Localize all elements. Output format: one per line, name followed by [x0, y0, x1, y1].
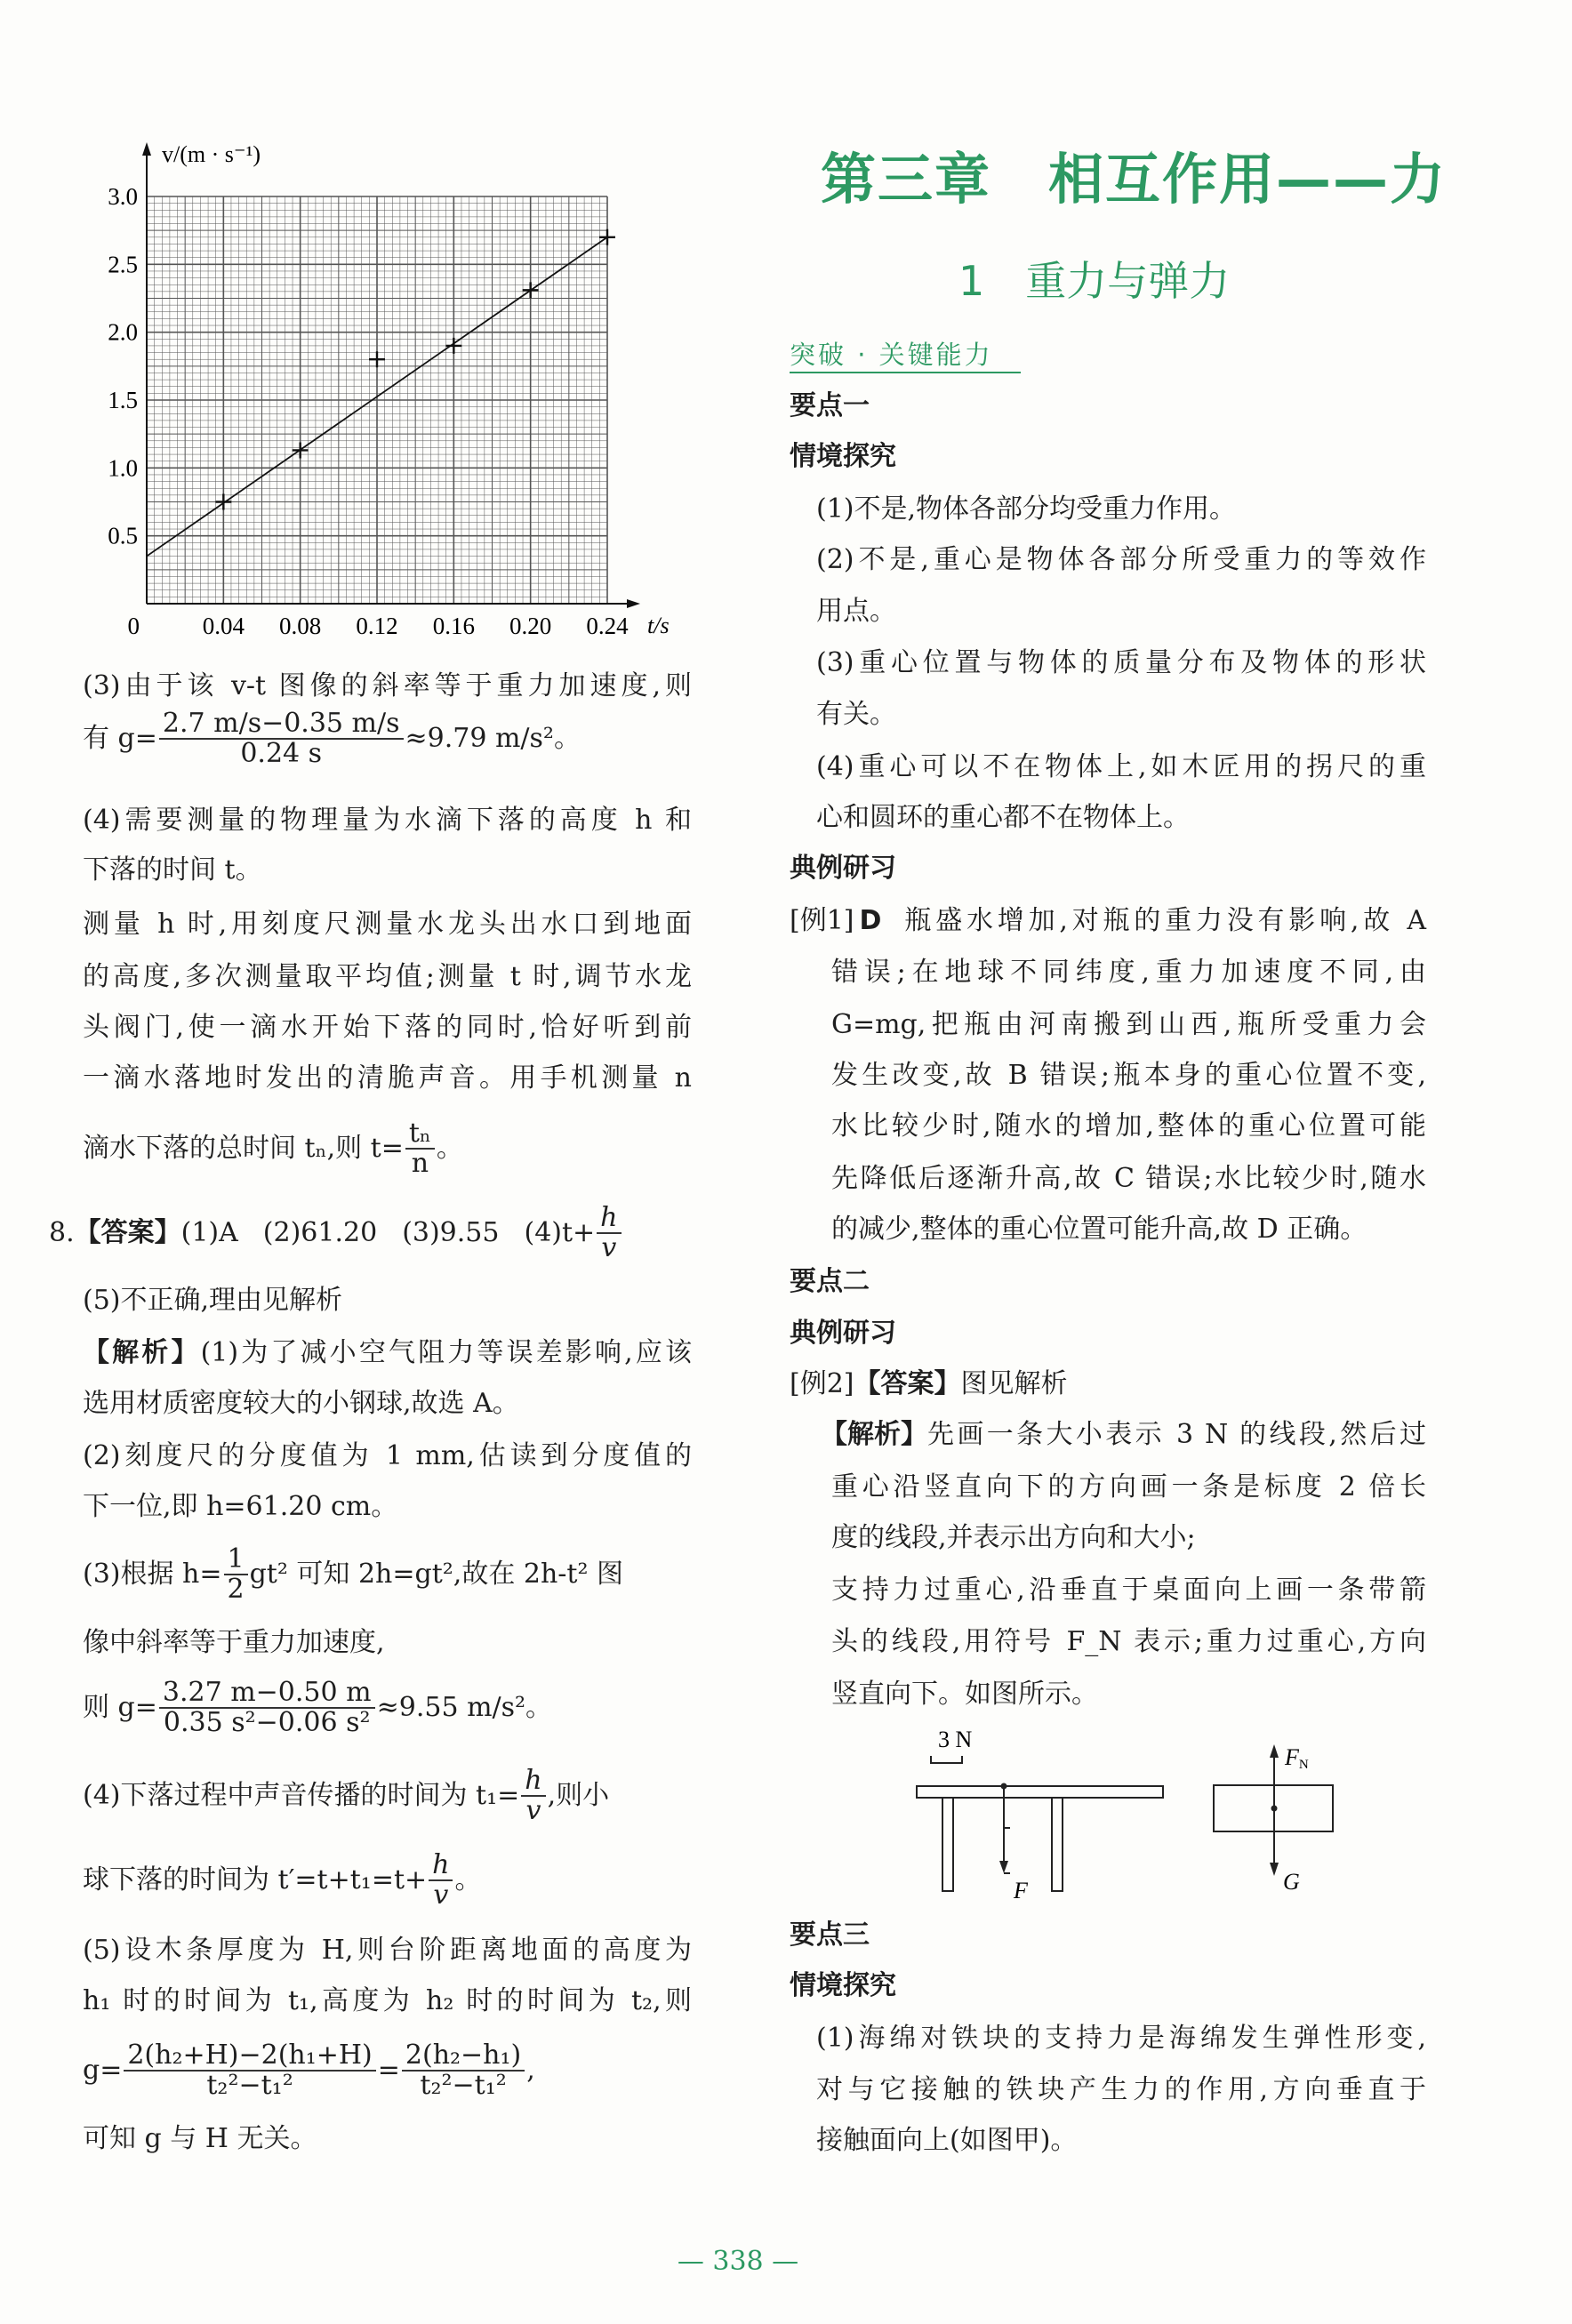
formula-suffix: 。 — [454, 1864, 482, 1895]
force-label-fn: FN — [1285, 1744, 1309, 1772]
text-line: 可知 g 与 H 无关。 — [83, 2123, 317, 2154]
subheading: 情境探究 — [790, 441, 896, 472]
text-line: 水比较少时,随水的增加,整体的重心位置可能 — [831, 1110, 1426, 1142]
denominator: t₂²−t₁² — [206, 2070, 293, 2101]
denominator: v — [601, 1232, 617, 1263]
y-axis-arrow-icon — [142, 142, 151, 156]
text-line: 一滴水落地时发出的清脆声音。用手机测量 n — [83, 1062, 692, 1094]
x-axis-arrow-icon — [627, 599, 640, 608]
scale-label: 3 N — [938, 1727, 973, 1752]
formula-suffix: ,则小 — [547, 1780, 610, 1811]
y-tick-label: 1.5 — [108, 387, 138, 413]
text-line: (4)需要测量的物理量为水滴下落的高度 h 和 — [83, 805, 692, 836]
x-tick-label: 0.20 — [509, 613, 552, 639]
banner-underline — [790, 372, 1021, 373]
formula-line — [83, 1676, 692, 1740]
page-number: — 338 — — [677, 2246, 799, 2277]
formula-suffix: , — [526, 2055, 535, 2086]
text-line: 测量 h 时,用刻度尺测量水龙头出水口到地面 — [83, 909, 692, 940]
formula-line — [83, 1764, 692, 1828]
text-line: 的减少,整体的重心位置可能升高,故 D 正确。 — [831, 1214, 1367, 1245]
fraction — [402, 2041, 525, 2100]
formula-prefix: (3)根据 h= — [83, 1559, 222, 1590]
text-line: 有关。 — [816, 699, 896, 730]
analysis-tag: 【解析】 — [821, 1419, 927, 1450]
formula-line — [83, 1117, 692, 1181]
formula-suffix: gt² 可知 2h=gt²,故在 2h-t² 图 — [249, 1559, 624, 1590]
formula-suffix: ≈9.79 m/s²。 — [405, 723, 581, 754]
text-line — [83, 1335, 692, 1371]
denominator: 0.35 s²−0.06 s² — [163, 1707, 371, 1738]
text-line: 下一位,即 h=61.20 cm。 — [83, 1491, 398, 1522]
example-answer: D — [859, 905, 882, 936]
example-answer: 图见解析 — [960, 1368, 1068, 1399]
text-line: (2)刻度尺的分度值为 1 mm,估读到分度值的 — [83, 1440, 692, 1471]
answer-line-q8 — [49, 1201, 698, 1265]
formula-prefix: g= — [83, 2055, 123, 2086]
text-line: 错误;在地球不同纬度,重力加速度不同,由 — [831, 957, 1426, 988]
section-title: 1 重力与弹力 — [958, 257, 1231, 305]
text-line: G=mg,把瓶由河南搬到山西,瓶所受重力会 — [831, 1009, 1426, 1040]
text-segment: (1)为了减小空气阻力等误差影响,应该 — [200, 1337, 692, 1368]
formula-suffix: ≈9.55 m/s²。 — [376, 1692, 553, 1723]
text-segment: 先画一条大小表示 3 N 的线段,然后过 — [927, 1419, 1426, 1450]
text-line: 重心沿竖直向下的方向画一条是标度 2 倍长 — [831, 1471, 1426, 1503]
chapter-title: 第三章 相互作用——力 — [821, 147, 1448, 212]
section-banner: 突破 · 关键能力 — [790, 340, 993, 370]
chart-marks — [147, 229, 615, 557]
text-line: 对与它接触的铁块产生力的作用,方向垂直于 — [816, 2074, 1426, 2105]
y-tick-label: 2.0 — [108, 318, 138, 346]
key-point-heading: 要点一 — [790, 390, 870, 421]
table-leg-left — [942, 1798, 953, 1891]
text-line: 用点。 — [816, 596, 896, 627]
text-line: 竖直向下。如图所示。 — [831, 1679, 1098, 1710]
numerator: h — [521, 1767, 545, 1797]
answer-tag: 【答案】 — [74, 1217, 181, 1248]
chart-ticks — [108, 183, 629, 639]
formula-prefix: 有 g= — [83, 723, 157, 754]
y-tick-label: 0.5 — [108, 522, 138, 549]
example-1-line — [790, 903, 1426, 939]
question-number: 8. — [49, 1217, 75, 1248]
answer-tag: 【答案】 — [854, 1368, 961, 1399]
example-label: [例1] — [790, 905, 854, 936]
numerator: 1 — [224, 1545, 248, 1575]
denominator: v — [433, 1879, 449, 1911]
x-tick-label: 0 — [127, 613, 140, 639]
chart-grid — [147, 196, 607, 604]
text-segment: 瓶盛水增加,对瓶的重力没有影响,故 A — [904, 905, 1426, 936]
denominator: t₂²−t₁² — [420, 2070, 507, 2101]
x-tick-label: 0.04 — [202, 613, 245, 639]
fraction — [429, 1851, 453, 1910]
formula-line — [83, 1848, 692, 1912]
denominator: v — [525, 1795, 541, 1826]
table-top — [917, 1786, 1163, 1798]
text-line: 像中斜率等于重力加速度, — [83, 1627, 385, 1658]
numerator: h — [597, 1204, 621, 1234]
formula-line — [83, 1543, 692, 1607]
subheading: 典例研习 — [790, 1318, 896, 1349]
formula-line — [83, 2039, 692, 2103]
denominator: 2 — [227, 1574, 245, 1605]
fraction — [597, 1204, 621, 1262]
fraction — [124, 2041, 375, 2100]
subheading: 情境探究 — [790, 1970, 896, 2001]
x-axis-label: t/s — [647, 613, 670, 638]
numerator: 2.7 m/s−0.35 m/s — [159, 709, 404, 740]
answer-2: (2)61.20 — [262, 1217, 378, 1248]
text-line: 的高度,多次测量取平均值;测量 t 时,调节水龙 — [83, 961, 692, 992]
analysis-line — [821, 1417, 1426, 1453]
answer-3: (3)9.55 — [402, 1217, 500, 1248]
fraction — [159, 1679, 375, 1737]
x-tick-label: 0.12 — [356, 613, 398, 639]
text-line: 接触面向上(如图甲)。 — [816, 2125, 1078, 2156]
data-point — [369, 351, 385, 367]
example-2-line — [790, 1366, 1426, 1402]
x-tick-label: 0.08 — [279, 613, 322, 639]
text-line: (2)不是,重心是物体各部分所受重力的等效作 — [816, 544, 1426, 575]
arrowhead-down-icon — [1270, 1863, 1279, 1876]
denominator: 0.24 s — [240, 738, 323, 769]
scale-bar — [931, 1756, 962, 1763]
text-line: (4)重心可以不在物体上,如木匠用的拐尺的重 — [816, 751, 1426, 782]
answer-4: (4)t+ — [524, 1217, 596, 1248]
force-label-f: F — [1014, 1878, 1028, 1898]
text-line: 下落的时间 t。 — [83, 854, 262, 886]
fraction — [224, 1545, 248, 1604]
text-line: (1)海绵对铁块的支持力是海绵发生弹性形变, — [816, 2023, 1426, 2054]
answer-1: (1)A — [180, 1217, 238, 1248]
subheading: 典例研习 — [790, 853, 896, 884]
arrowhead-up-icon — [1270, 1744, 1279, 1758]
text-line: (5)不正确,理由见解析 — [83, 1285, 343, 1316]
text-line: 头的线段,用符号 F_N 表示;重力过重心,方向 — [831, 1626, 1426, 1657]
formula-prefix: 则 g= — [83, 1692, 157, 1723]
text-line: 先降低后逐渐升高,故 C 错误;水比较少时,随水 — [831, 1163, 1426, 1194]
key-point-heading: 要点三 — [790, 1919, 870, 1951]
data-point — [293, 442, 309, 458]
table-leg-right — [1052, 1798, 1063, 1891]
denominator: n — [411, 1148, 429, 1179]
text-line: h₁ 时的时间为 t₁,高度为 h₂ 时的时间为 t₂,则 — [83, 1985, 692, 2016]
formula-prefix: 球下落的时间为 t′=t+t₁=t+ — [83, 1864, 428, 1895]
force-diagram — [889, 1720, 1572, 1898]
text-line: (5)设木条厚度为 H,则台阶距离地面的高度为 — [83, 1935, 692, 1966]
y-tick-label: 2.5 — [108, 251, 138, 278]
formula-prefix: (4)下落过程中声音传播的时间为 t₁= — [83, 1780, 520, 1811]
key-point-heading: 要点二 — [790, 1266, 870, 1297]
x-tick-label: 0.16 — [432, 613, 475, 639]
text-line: 度的线段,并表示出方向和大小; — [831, 1522, 1196, 1553]
text-line: 支持力过重心,沿垂直于桌面向上画一条带箭 — [831, 1575, 1426, 1606]
numerator: 2(h₂−h₁) — [402, 2041, 525, 2072]
fraction — [405, 1119, 435, 1178]
formula-prefix: 滴水下落的总时间 tₙ,则 t= — [83, 1133, 404, 1164]
equals-sign: = — [377, 2055, 400, 2086]
chart-axes — [142, 141, 670, 638]
x-tick-label: 0.24 — [586, 613, 629, 639]
text-line: 头阀门,使一滴水开始下落的同时,恰好听到前 — [83, 1012, 692, 1043]
analysis-tag: 【解析】 — [83, 1337, 201, 1368]
velocity-time-chart — [0, 0, 711, 658]
text-line: (3)重心位置与物体的质量分布及物体的形状 — [816, 647, 1426, 678]
formula-suffix: 。 — [436, 1133, 463, 1164]
y-tick-label: 3.0 — [108, 183, 138, 210]
data-point — [599, 229, 615, 245]
fraction — [159, 709, 404, 768]
text-line: (1)不是,物体各部分均受重力作用。 — [816, 493, 1237, 525]
formula-line — [83, 707, 692, 771]
arrowhead-icon — [999, 1861, 1008, 1873]
text-line: 心和圆环的重心都不在物体上。 — [816, 802, 1190, 833]
example-label: [例2] — [790, 1368, 854, 1399]
text-line: (3)由于该 v-t 图像的斜率等于重力加速度,则 — [83, 670, 692, 701]
y-axis-label: v/(m · s⁻¹) — [162, 141, 261, 167]
numerator: h — [429, 1851, 453, 1881]
numerator: 3.27 m−0.50 m — [159, 1679, 375, 1709]
y-tick-label: 1.0 — [108, 454, 138, 482]
force-label-g: G — [1283, 1869, 1300, 1895]
fraction — [521, 1767, 545, 1825]
numerator: tₙ — [405, 1119, 435, 1150]
text-line: 发生改变,故 B 错误;瓶本身的重心位置不变, — [831, 1060, 1426, 1091]
numerator: 2(h₂+H)−2(h₁+H) — [124, 2041, 375, 2072]
text-line: 选用材质密度较大的小钢球,故选 A。 — [83, 1388, 519, 1419]
